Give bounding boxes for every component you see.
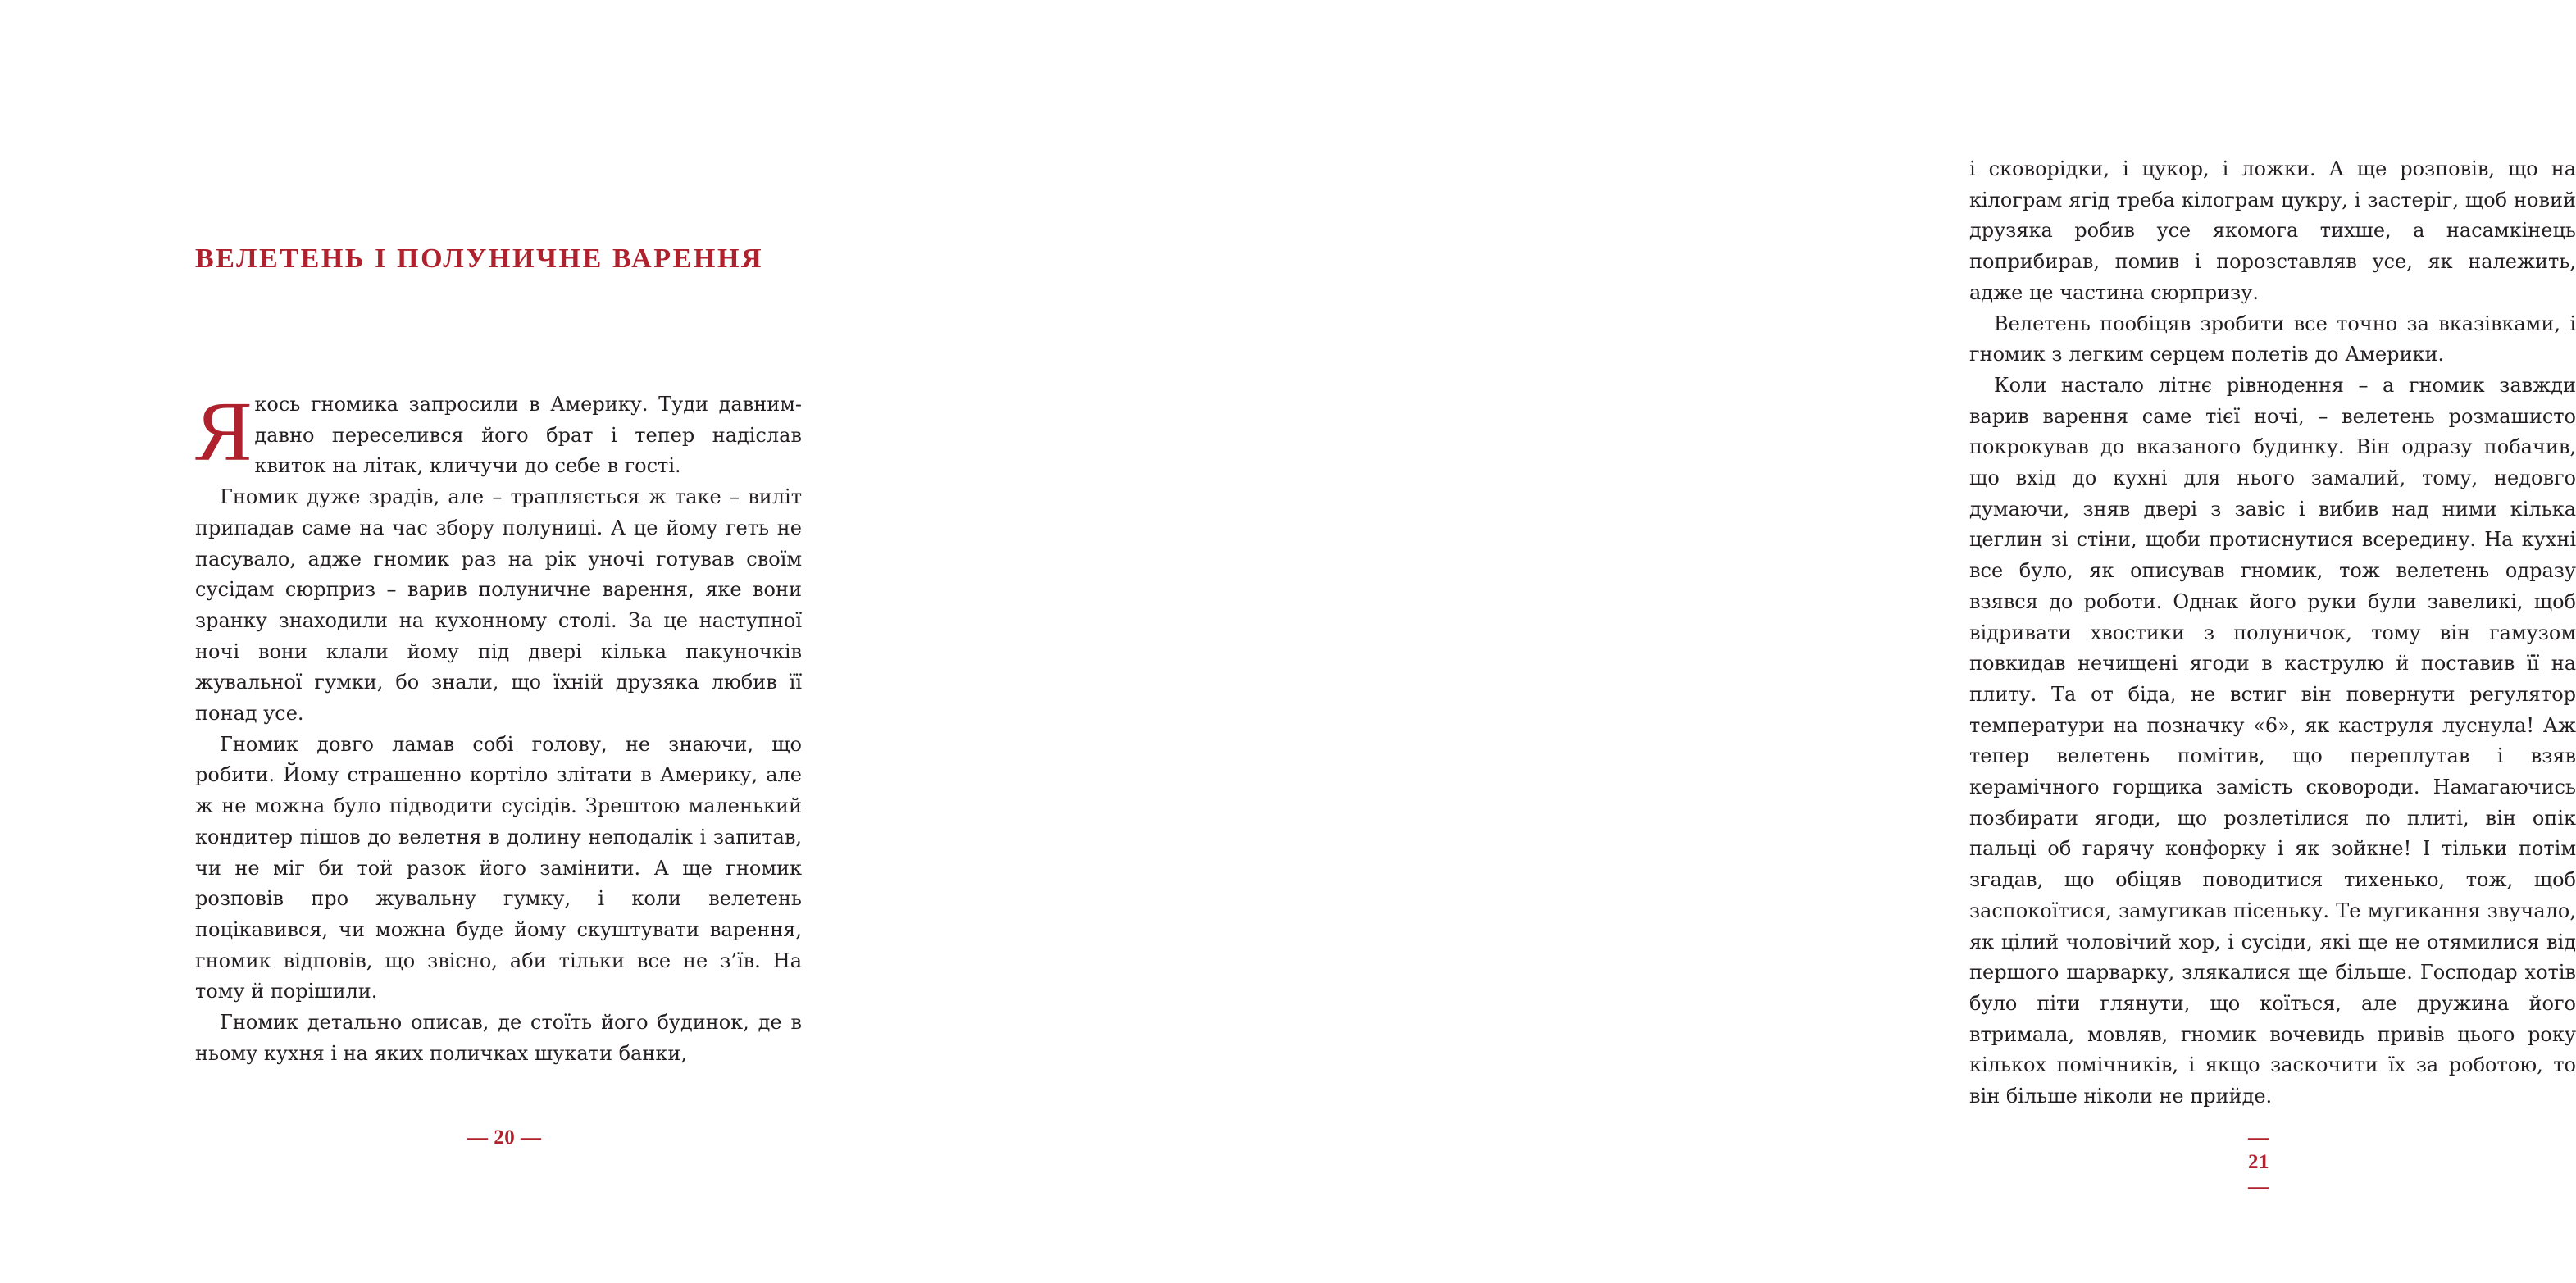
chapter-title: ВЕЛЕТЕНЬ І ПОЛУНИЧНЕ ВАРЕННЯ	[195, 243, 764, 274]
right-text-column	[1969, 154, 2576, 1112]
body-paragraph: Гномик довго ламав собі голову, не знаючи, що робити. Йому страшенно кортіло злітати в Америку, але ж не можна було підводити сусідів. Зрештою маленький кондитер пішов до велетня в долину неподалік і запитав, чи не міг би той разок його замінити. А ще гномик розповів про жувальну гумку, і коли велетень поцікавився, чи можна буде йому скуштувати варення, гномик відповів, що звісно, аби тільки все не з’їв. На тому й порішили.	[195, 732, 802, 1003]
first-paragraph-text: кось гномика запросили в Америку. Туди давним-давно переселився його брат і тепер надіслав квиток на літак, кличучи до себе в гості.	[254, 393, 802, 478]
right-paragraphs	[1969, 309, 2576, 1112]
left-paragraphs	[195, 482, 802, 1069]
body-paragraph: Гномик детально описав, де стоїть його будинок, де в ньому кухня і на яких поличках шукати банки,	[195, 1011, 802, 1065]
body-paragraph: Коли настало літнє рівнодення – а гномик завжди варив варення саме тієї ночі, – велетень розмашисто покрокував до вказаного будинку. Він одразу побачив, що вхід до кухні для нього замалий, тому, недовго думаючи, зняв двері з завіс і вибив над ними кілька цеглин зі стіни, щоби протиснутися всередину. На кухні все було, як описував гномик, тож велетень одразу взявся до роботи. Однак його руки були завеликі, щоб відривати хвостики з полуничок, тому він гамузом повкидав нечищені ягоди в каструлю й поставив її на плиту. Та от біда, не встиг він повернути регулятор температури на позначку «6», як каструля луснула! Аж тепер велетень помітив, що переплутав і взяв керамічного горщика замість сковороди. Намагаючись позбирати ягоди, що розлетілися по плиті, він опік пальці об гарячу конфорку і як зойкне! І тільки потім згадав, що обіцяв поводитися тихенько, тож, щоб заспокоїтися, замугикав пісеньку. Те мугикання звучало, як цілий чоловічий хор, і сусіди, які ще не отямилися від першого шарварку, злякалися ще більше. Господар хотів було піти глянути, що коїться, але дружина його втримала, мовляв, гномик вочевидь привів цього року кількох помічників, і якщо заскочити їх за роботою, то він більше ніколи не прийде.	[1969, 373, 2576, 1108]
right-page	[920, 0, 2576, 1283]
page-number-right: — 21 —	[2248, 1126, 2269, 1198]
first-paragraph	[195, 384, 802, 482]
continuation-paragraph: і сковорідки, і цукор, і ложки. А ще розповів, що на кілограм ягід треба кілограм цукру, і застеріг, щоб новий друзяка робив усе якомога тихше, а насамкінець поприбирав, помив і порозставляв усе, як належить, адже це частина сюрпризу.	[1969, 157, 2576, 304]
drop-cap: Я	[195, 384, 253, 479]
page-number-left: — 20 —	[467, 1126, 542, 1149]
body-paragraph: Гномик дуже зрадів, але – трапляється ж таке – виліт припадав саме на час збору полуниці. А це йому геть не пасувало, адже гномик раз на рік уночі готував своїм сусідам сюрприз – варив полуничне варення, яке вони зранку знаходили на кухонному столі. За це наступної ночі вони клали йому під двері кілька пакуночків жувальної гумки, бо знали, що їхній друзяка любив її понад усе.	[195, 485, 802, 726]
left-page	[0, 0, 920, 1283]
left-text-column	[195, 384, 802, 1069]
body-paragraph: Велетень пообіцяв зробити все точно за вказівками, і гномик з легким серцем полетів до Америки.	[1969, 312, 2576, 366]
